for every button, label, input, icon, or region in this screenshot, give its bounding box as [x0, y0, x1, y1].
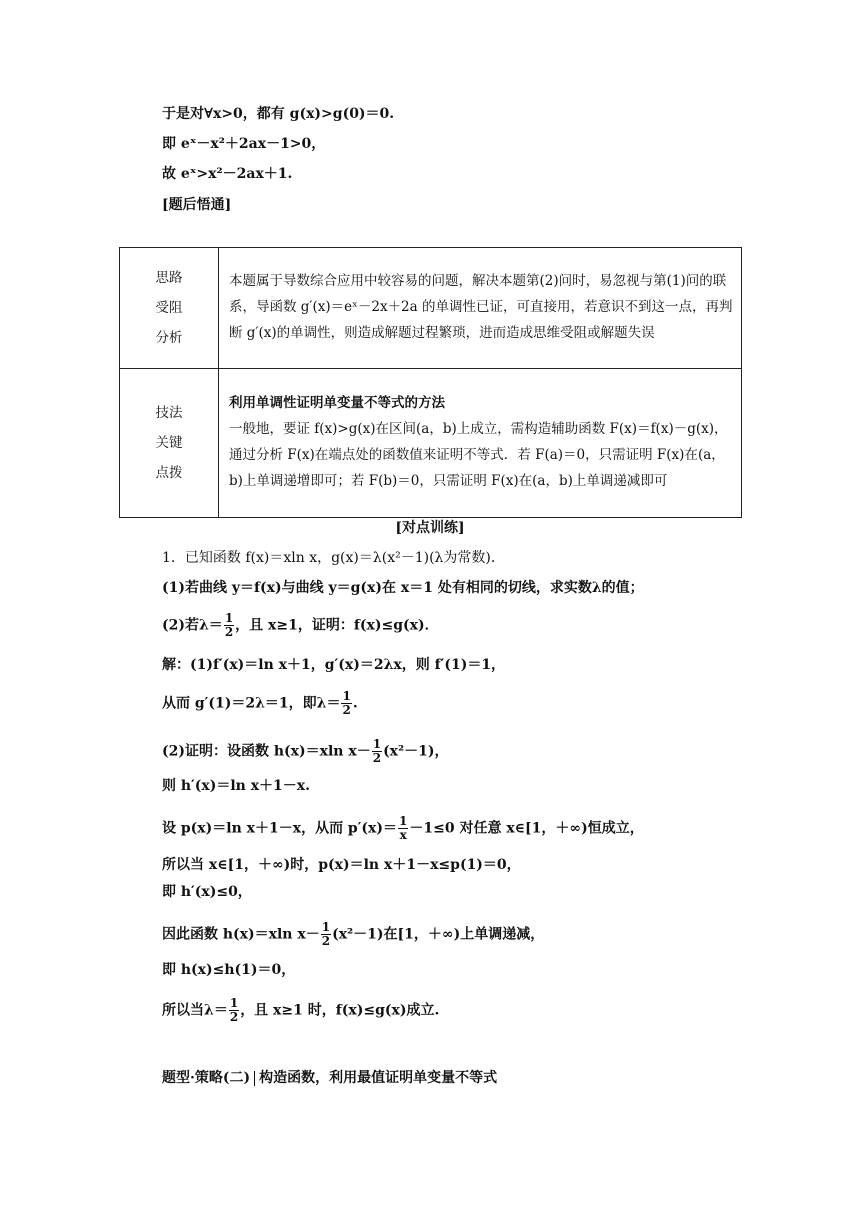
label-line: 点拨 — [155, 465, 183, 481]
paragraph: 本题属于导数综合应用中较容易的问题，解决本题第(2)问时，易忽视与第(1)问的联系，导函数 g′(x)＝eˣ－2x＋2a 的单调性已证，可直接用，若意识不到这一点，再判断 g′(x)的单调性，则造成解题过程繁琐，进而造成思维受阻或解题失误 — [229, 273, 733, 341]
label-line: 分析 — [155, 330, 183, 346]
solution-line: 所以当 x∈[1，＋∞)时，p(x)＝ln x＋1－x≤p(1)＝0， — [162, 857, 521, 873]
solution-line: (2)证明：设函数 h(x)＝xln x－ $\frac{1}{2}$ (x²－1)， — [162, 737, 449, 765]
problem-line: (1)若曲线 y＝f(x)与曲线 y＝g(x)在 x＝1 处有相同的切线，求实数λ的值； — [162, 580, 644, 596]
paragraph: 一般地，要证 f(x)>g(x)在区间(a，b)上成立，需构造辅助函数 F(x)＝f(x)－g(x)，通过分析 F(x)在端点处的函数值来证明不等式．若 F(a)＝0，只需证明 F(x)在(a，b)上单调递增即可；若 F(b)＝0，只需证明 F(x)在(a，b)上单调递减即可 — [229, 421, 728, 489]
solution-line: 解：(1)f′(x)＝ln x＋1，g′(x)＝2λx，则 f′(1)＝1， — [162, 657, 506, 673]
solution-line: 即 h′(x)≤0， — [162, 884, 252, 900]
fraction: $\frac{1}{2}$ — [224, 611, 234, 639]
label-line: 关键 — [155, 435, 183, 451]
fraction: $\frac{1}{x}$ — [399, 814, 408, 842]
divider — [254, 1071, 255, 1086]
fraction: $\frac{1}{2}$ — [229, 996, 239, 1024]
solution-line: 即 h(x)≤h(1)＝0， — [162, 962, 296, 978]
table-row — [120, 248, 742, 369]
solution-line: 所以当λ＝ $\frac{1}{2}$ ，且 x≥1 时，f(x)≤g(x)成立. — [162, 996, 440, 1024]
row-content — [219, 248, 742, 369]
fraction: $\frac{1}{2}$ — [342, 689, 351, 717]
problem-line: 1．已知函数 f(x)＝xln x，g(x)＝λ(x²－1)(λ为常数)． — [162, 550, 505, 566]
solution-line: 从而 g′(1)＝2λ＝1，即λ＝ $\frac{1}{2}$ . — [162, 689, 358, 717]
method-title: 利用单调性证明单变量不等式的方法 — [229, 395, 445, 411]
section-prefix: 题型·策略(二) — [162, 1070, 251, 1086]
solution-line: 因此函数 h(x)＝xln x－ $\frac{1}{2}$ (x²－1)在[1，＋∞)上单调递减， — [162, 920, 545, 948]
section-heading: 构造函数，利用最值证明单变量不等式 — [259, 1070, 498, 1086]
text: (2)若λ＝ — [162, 617, 223, 634]
section-title — [162, 1067, 497, 1087]
fraction: $\frac{1}{2}$ — [372, 737, 382, 765]
label-line: 思路 — [155, 270, 183, 286]
text: ，且 x≥1，证明：f(x)≤g(x)． — [235, 617, 439, 634]
problem-line — [162, 612, 439, 639]
label-line: 技法 — [155, 405, 183, 421]
row-label — [120, 369, 219, 518]
section-heading: [题后悟通] — [162, 197, 232, 213]
solution-line: 设 p(x)＝ln x＋1－x，从而 p′(x)＝ $\frac{1}{x}$ －1≤0 对任意 x∈[1，＋∞)恒成立， — [162, 814, 644, 842]
label-line: 受阻 — [155, 300, 183, 316]
table-row — [120, 369, 742, 518]
summary-table — [119, 247, 742, 518]
text-line: 故 eˣ>x²－2ax＋1. — [162, 166, 293, 182]
solution-line: 则 h′(x)＝ln x＋1－x. — [162, 778, 311, 794]
training-heading: [对点训练] — [395, 520, 465, 536]
row-content — [219, 369, 742, 518]
row-label — [120, 248, 219, 369]
text-line: 于是对∀x>0，都有 g(x)>g(0)＝0. — [162, 106, 395, 122]
text-line: 即 eˣ－x²＋2ax－1>0， — [162, 136, 326, 152]
fraction: $\frac{1}{2}$ — [321, 920, 331, 948]
